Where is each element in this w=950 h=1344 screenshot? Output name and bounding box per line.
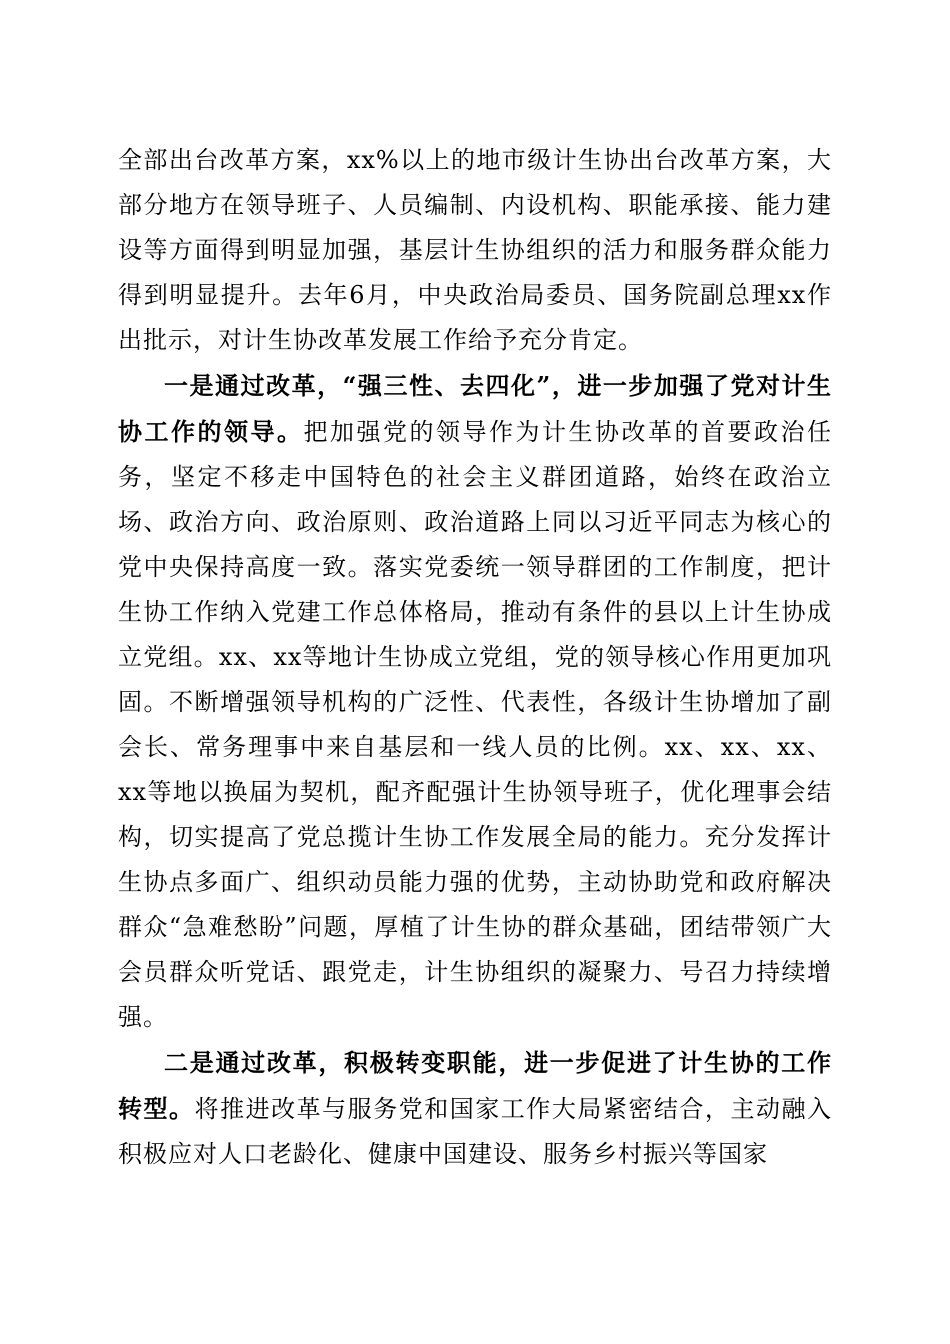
paragraph-lead: 一是通过改革，“强三性、去四化”，进一步加强了党对计生协工作的领导。 [118, 371, 832, 446]
paragraph-text: 全部出台改革方案，xx%以上的地市级计生协出台改革方案，大部分地方在领导班子、人员编制、内设机构、职能承接、能力建设等方面得到明显加强，基层计生协组织的活力和服务群众能力得到明显提升。去年6月，中央政治局委员、国务院副总理xx作出批示，对计生协改革发展工作给予充分肯定。 [118, 146, 832, 354]
document-body [118, 138, 832, 1177]
paragraph-point-two [118, 1040, 832, 1177]
paragraph-continuation [118, 138, 832, 363]
paragraph-text: 将推进改革与服务党和国家工作大局紧密结合，主动融入积极应对人口老龄化、健康中国建设、服务乡村振兴等国家 [118, 1095, 833, 1168]
paragraph-text: 把加强党的领导作为计生协改革的首要政治任务，坚定不移走中国特色的社会主义群团道路，始终在政治立场、政治方向、政治原则、政治道路上同以习近平同志为核心的党中央保持高度一致。落实党委统一领导群团的工作制度，把计生协工作纳入党建工作总体格局，推动有条件的县以上计生协成立党组。xx、xx等地计生协成立党组，党的领导核心作用更加巩固。不断增强领导机构的广泛性、代表性，各级计生协增加了副会长、常务理事中来自基层和一线人员的比例。xx、xx、xx、xx等地以换届为契机，配齐配强计生协领导班子，优化理事会结构，切实提高了党总揽计生协工作发展全局的能力。充分发挥计生协点多面广、组织动员能力强的优势，主动协助党和政府解决群众“急难愁盼”问题，厚植了计生协的群众基础，团结带领广大会员群众听党话、跟党走，计生协组织的凝聚力、号召力持续增强。 [118, 418, 832, 1031]
paragraph-point-one [118, 363, 832, 1040]
paragraph-lead: 二是通过改革，积极转变职能，进一步促进了计生协的工作转型。 [118, 1048, 832, 1123]
